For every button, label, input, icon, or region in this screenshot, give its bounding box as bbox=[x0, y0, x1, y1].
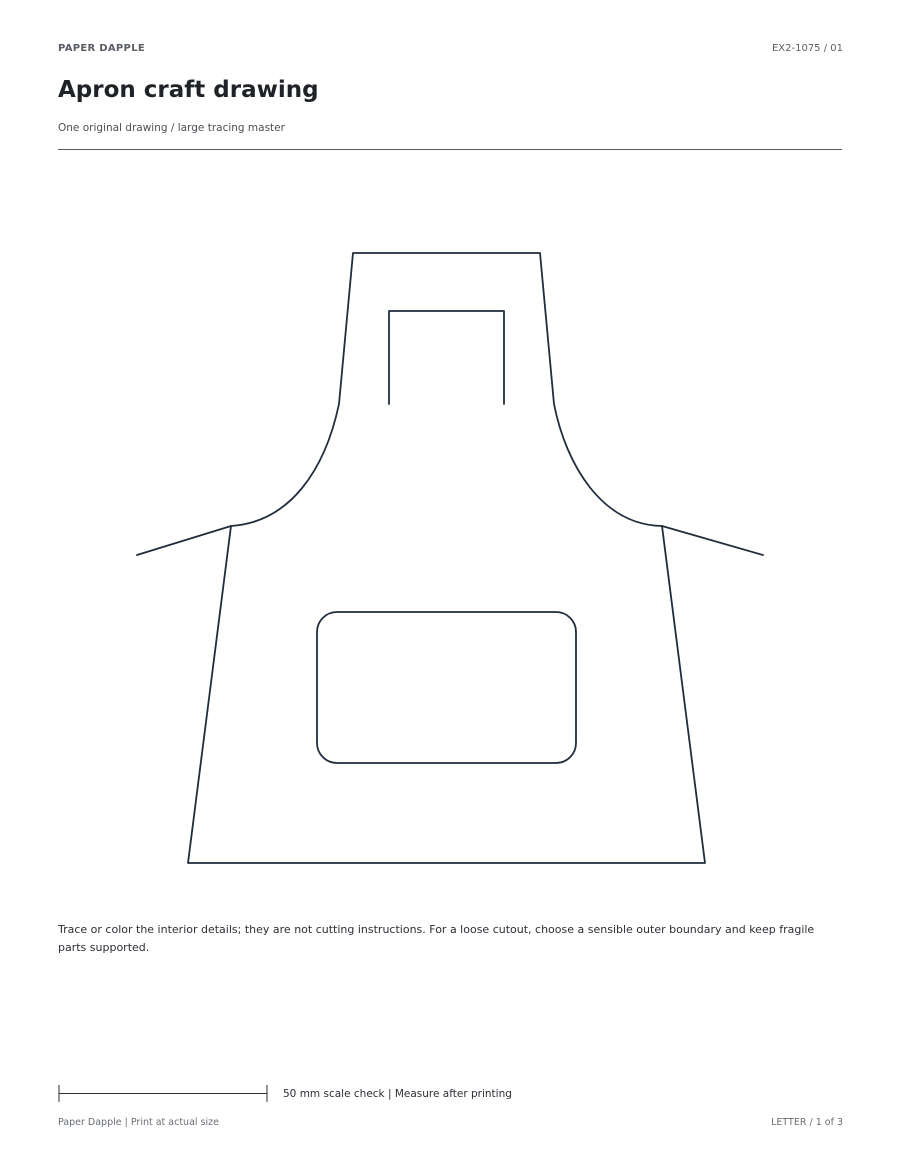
scale-check-label: 50 mm scale check | Measure after printing bbox=[283, 1088, 512, 1100]
apron-outline bbox=[188, 253, 705, 863]
footer-left-text: Paper Dapple | Print at actual size bbox=[58, 1117, 219, 1128]
brand-label: PAPER DAPPLE bbox=[58, 43, 145, 54]
document-id: EX2-1075 / 01 bbox=[771, 43, 843, 54]
front-pocket bbox=[317, 612, 576, 763]
right-waist-tie bbox=[662, 526, 763, 555]
page-title: Apron craft drawing bbox=[58, 77, 319, 103]
scale-bar bbox=[58, 1085, 268, 1102]
page-subtitle: One original drawing / large tracing master bbox=[58, 122, 285, 134]
left-waist-tie bbox=[137, 526, 231, 555]
neck-strap-loop bbox=[389, 311, 504, 404]
instruction-note: Trace or color the interior details; they are not cutting instructions. For a loose cutout, choose a sensible outer boundary and keep fragile parts supported. bbox=[58, 923, 815, 954]
footer-page-info: LETTER / 1 of 3 bbox=[771, 1117, 843, 1128]
